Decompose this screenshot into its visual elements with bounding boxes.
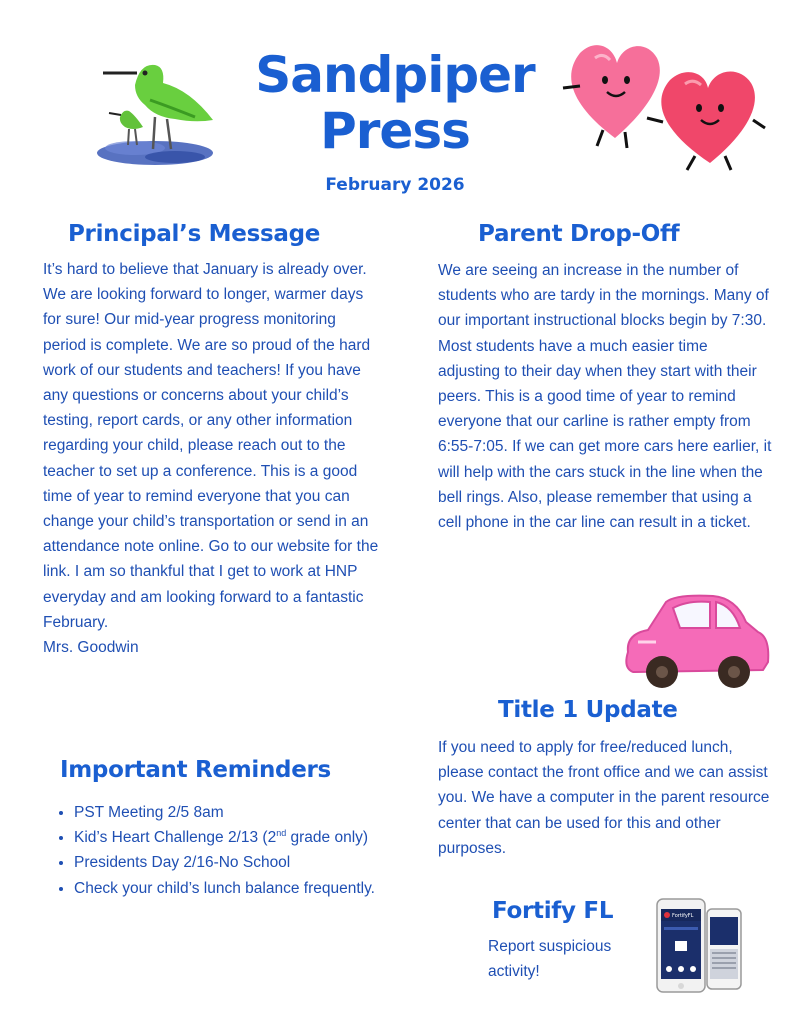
issue-date: February 2026 [325,175,465,195]
reminder-item-text: Kid’s Heart Challenge 2/13 (2 [74,829,277,847]
title1-update-body: If you need to apply for free/reduced lunch, please contact the front office and we can assist you. We have a computer in the parent resource center that can be used for this and other purposes. [438,739,770,857]
newsletter-title-line1: Sandpiper [255,46,535,104]
reminder-item: • PST Meeting 2/5 8am [74,800,384,825]
important-reminders-list [44,800,384,901]
newsletter-title-line2: Press [320,102,470,160]
hearts-illustration [555,38,775,173]
principal-message-section [43,257,383,660]
fortify-fl-body: Report suspicious activity! [488,938,612,981]
reminder-item: • Check your child’s lunch balance frequently. [74,876,384,901]
reminder-item [74,825,384,850]
fortify-app-phones-illustration [655,897,745,994]
reminder-item-text-cont: grade only) [286,829,369,847]
important-reminders-heading: Important Reminders [60,757,331,783]
pink-car-illustration [618,592,773,694]
principal-message-heading: Principal’s Message [68,221,321,247]
parent-dropoff-body: We are seeing an increase in the number of students who are tardy in the mornings. Many of our important instructional blocks begin by 7:30. Most students have a much easier time adjusting to their day when they start with their peers. This is a good time of year to remind everyone that our carline is rather empty from 6:55-7:05. If we can get more cars here earlier, it will help with the cars stuck in the line when the bell rings. Also, please remember that using a cell phone in the car line can result in a ticket. [438,262,772,532]
sandpiper-birds-illustration [95,45,225,170]
fortify-app-name: FortifyFL [672,913,694,919]
fortify-fl-heading: Fortify FL [492,898,614,924]
principal-signature: Mrs. Goodwin [43,639,139,657]
reminder-item: • Presidents Day 2/16-No School [74,850,384,875]
reminder-item-superscript: nd [276,828,287,839]
title1-update-heading: Title 1 Update [498,697,678,723]
principal-message-body: It’s hard to believe that January is already over. We are looking forward to longer, warmer days for sure! Our mid-year progress monitoring period is complete. We are so proud of the hard work of our students and teachers! If you have any questions or concerns about your child’s testing, report cards, or any other information regarding your child, please reach out to the teacher to set up a conference. This is a good time of year to remind everyone that you can change your child’s transportation or send in an attendance note online. Go to our website for the link. I am so thankful that I get to work at HNP everyday and am looking forward to a fantastic February. [43,261,379,631]
parent-dropoff-heading: Parent Drop-Off [478,221,680,247]
